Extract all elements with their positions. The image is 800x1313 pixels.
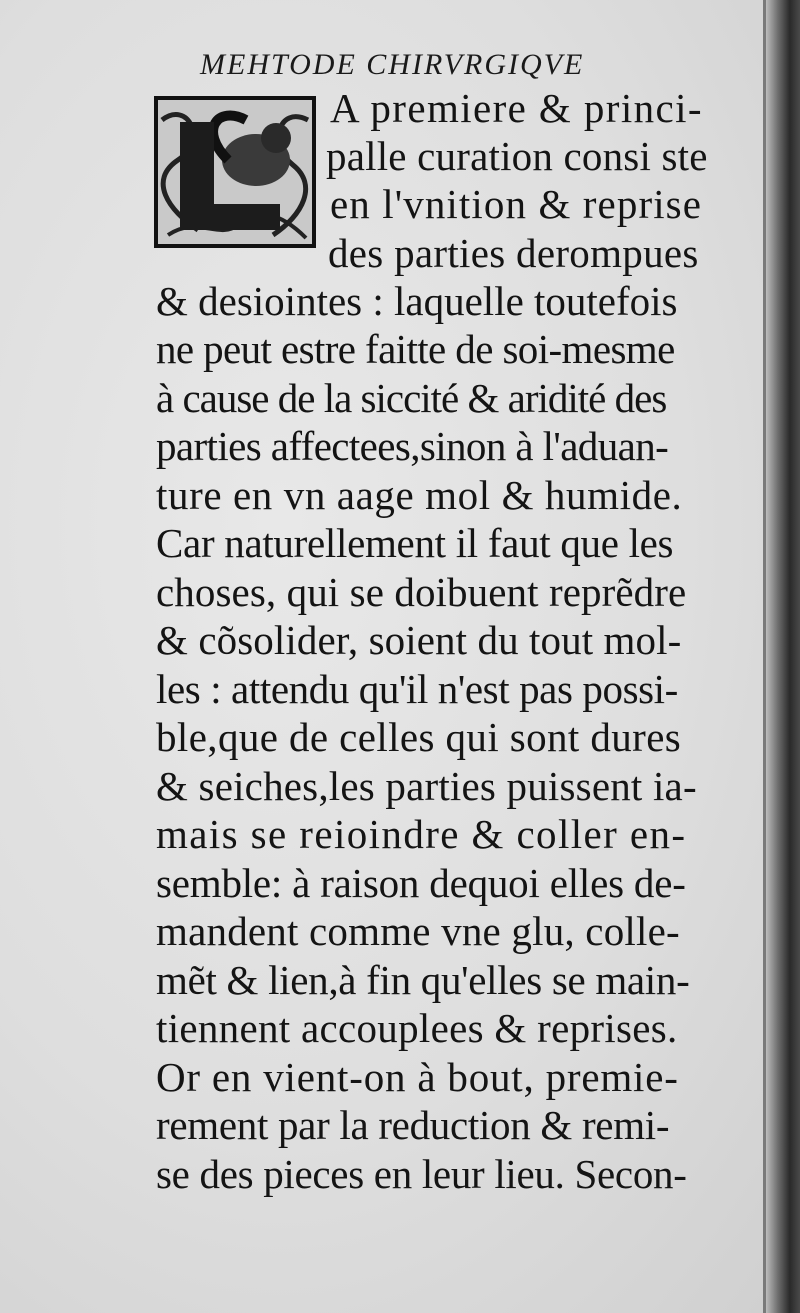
text-line: mandent comme vne glu, colle- — [156, 908, 680, 954]
text-line: semble: à raison dequoi elles de- — [156, 860, 686, 906]
text-line: ture en vn aage mol & humide. — [156, 472, 683, 518]
text-line: & seiches,les parties puissent ia- — [156, 763, 697, 809]
text-line: à cause de la siccité & aridité des — [156, 375, 667, 421]
text-line: les : attendu qu'il n'est pas possi- — [156, 666, 678, 712]
text-line: A premiere & princi- — [330, 85, 703, 131]
text-line: rement par la reduction & remi- — [156, 1102, 670, 1148]
text-line: choses, qui se doibuent reprẽdre — [156, 569, 687, 615]
text-line: Car naturellement il faut que les — [156, 520, 674, 566]
text-line: parties affectees,sinon à l'aduan- — [156, 423, 669, 469]
text-line: & desiointes : laquelle toutefois — [156, 278, 678, 324]
text-line: Or en vient-on à bout, premie- — [156, 1054, 679, 1100]
text-line: se des pieces en leur lieu. Secon- — [156, 1151, 687, 1197]
text-line: des parties derompues — [328, 230, 699, 276]
running-head: MEHTODE CHIRVRGIQVE — [200, 48, 585, 81]
text-line: mais se reioindre & coller en- — [156, 811, 687, 857]
text-line: & cõsolider, soient du tout mol- — [156, 617, 682, 663]
text-line: tiennent accouplees & reprises. — [156, 1005, 678, 1051]
text-line: ble,que de celles qui sont dures — [156, 714, 682, 760]
text-line: mẽt & lien,à fin qu'elles se main- — [156, 957, 690, 1003]
text-line: ne peut estre faitte de soi-mesme — [156, 326, 675, 372]
text-line: en l'vnition & reprise — [330, 181, 703, 227]
text-line: palle curation consi ste — [326, 133, 708, 179]
